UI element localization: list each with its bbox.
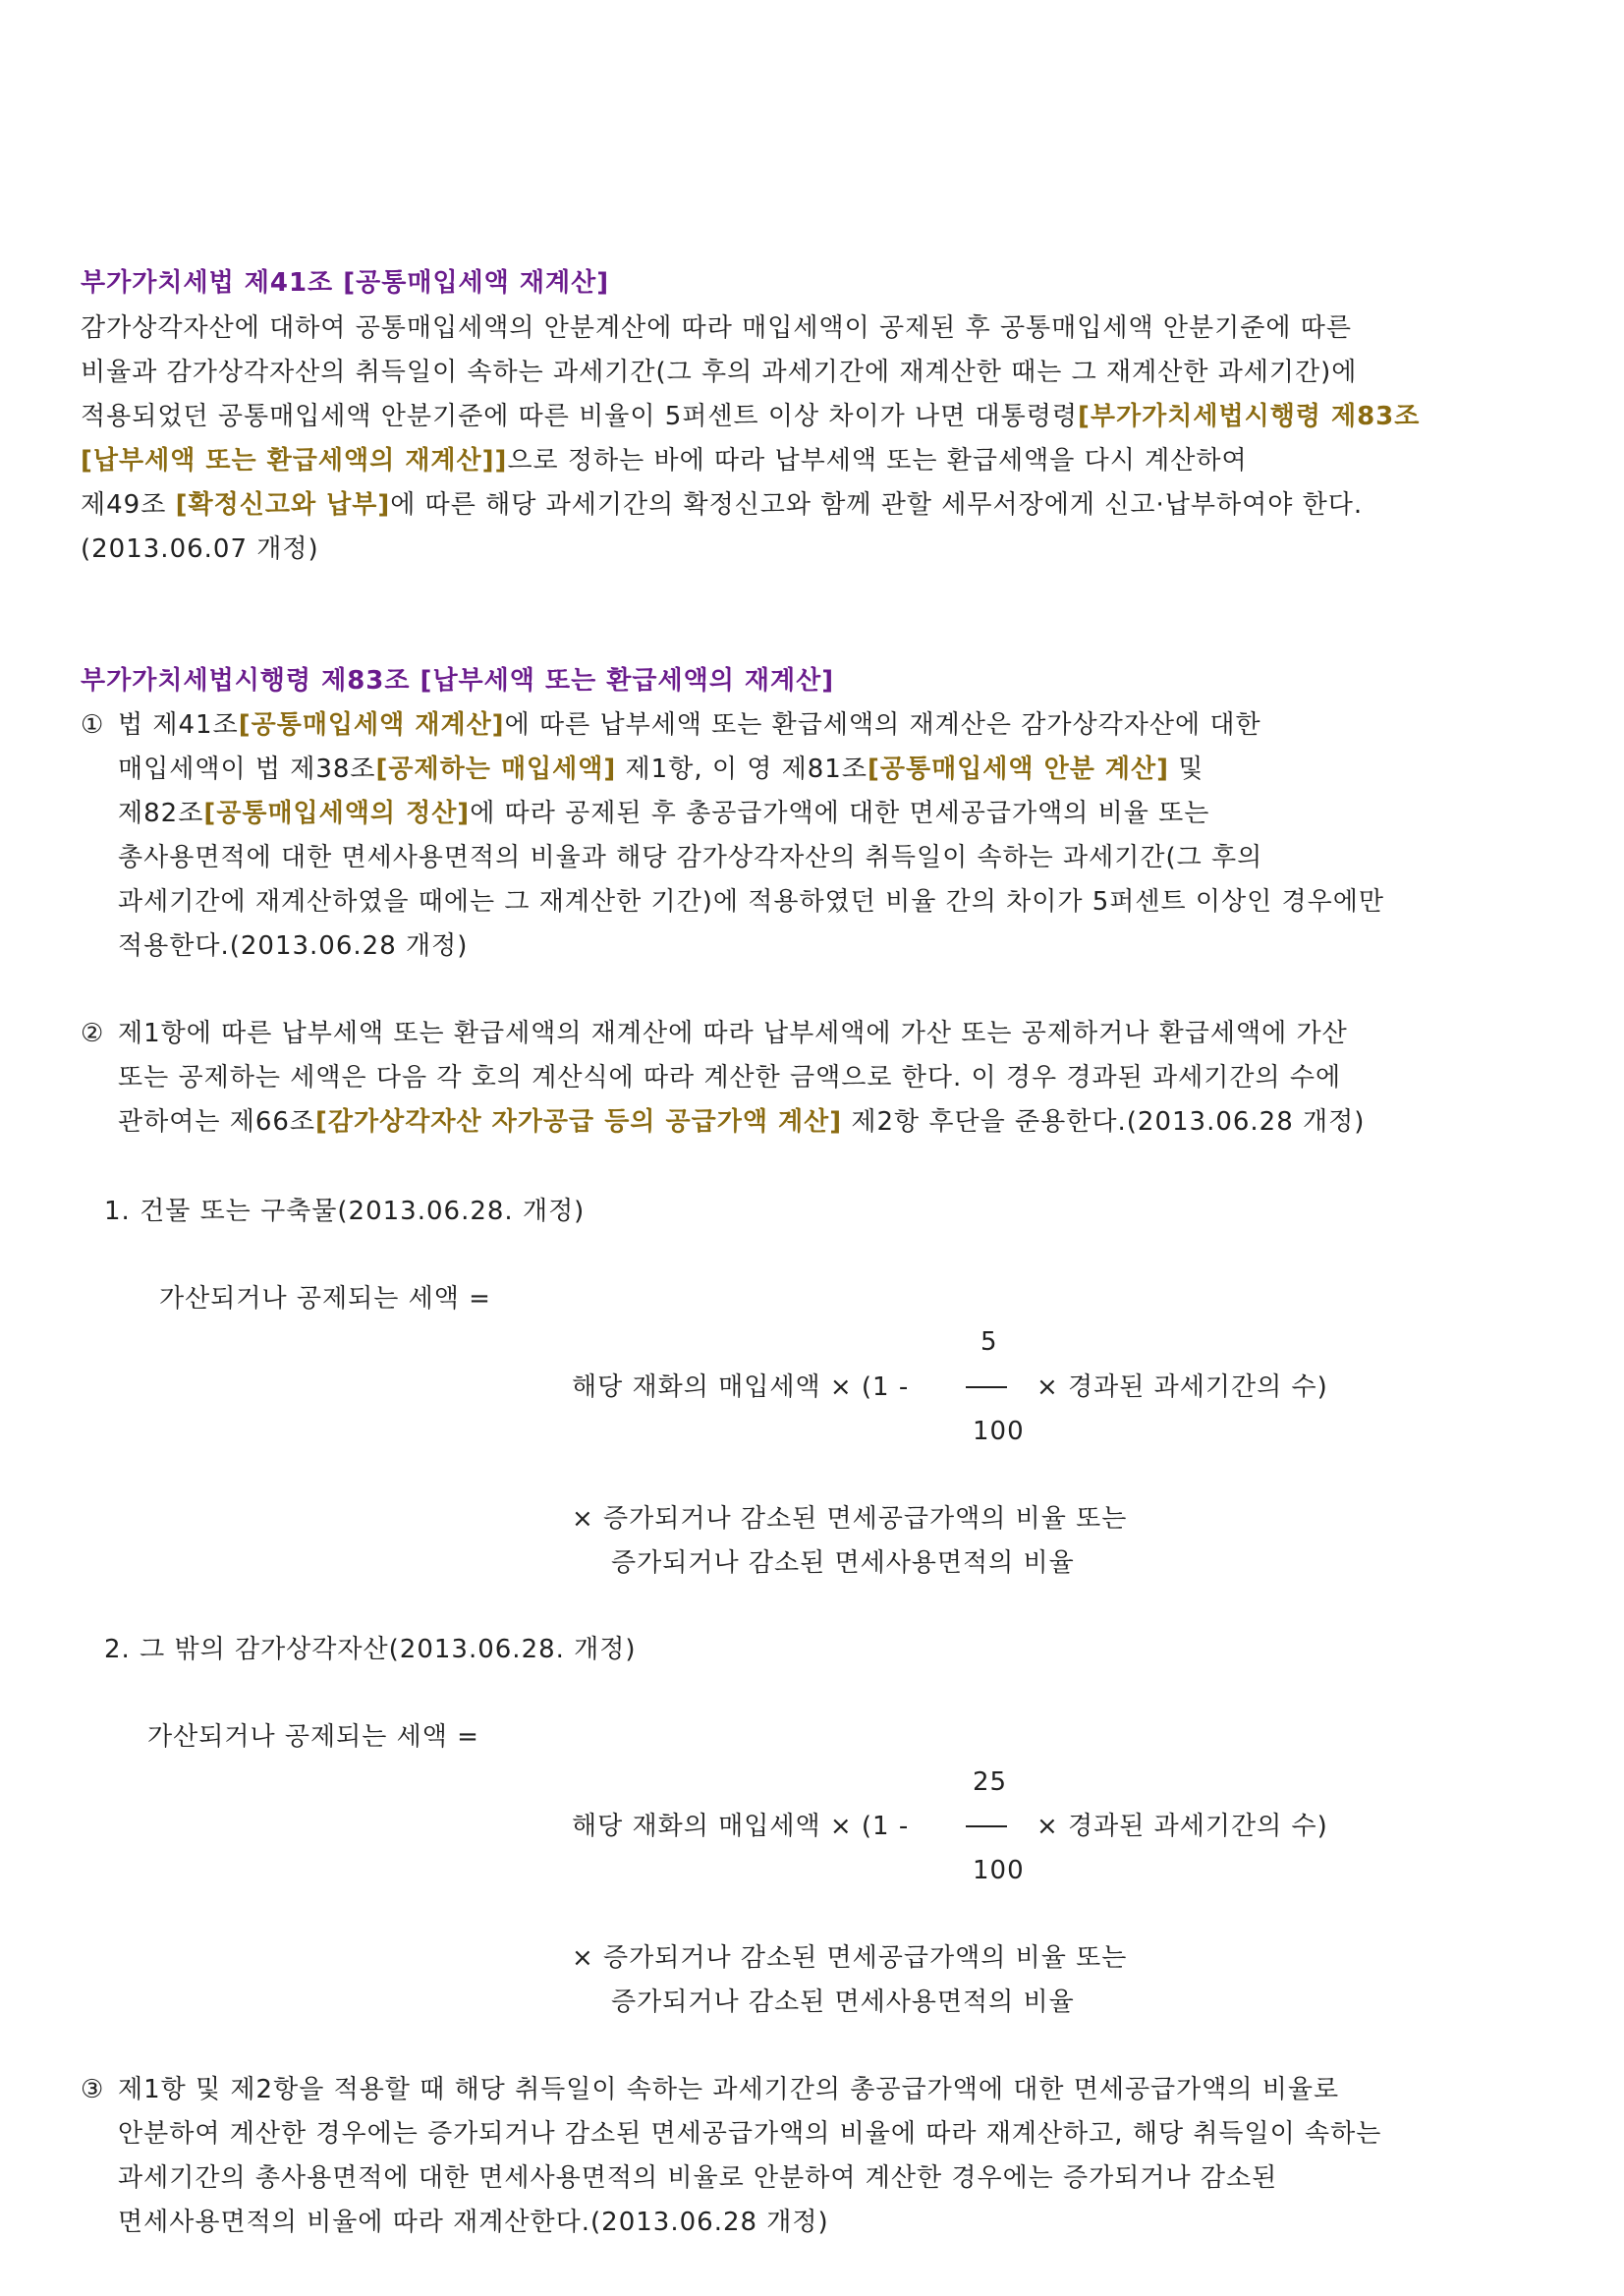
fraction-numerator: 5	[980, 1327, 998, 1357]
body-line: [납부세액 또는 환급세액의 재계산]]으로 정하는 바에 따라 납부세액 또는 환급세액을 다시 계산하여	[81, 446, 1248, 476]
cross-reference-link[interactable]: [공제하는 매입세액]	[375, 755, 617, 784]
cross-reference-link[interactable]: [공통매입세액 재계산]	[238, 710, 505, 740]
paragraph-1-line: 제82조[공통매입세액의 정산]에 따라 공제된 후 총공급가액에 대한 면세공급가액의 비율 또는	[118, 799, 1210, 828]
body-line: 감가상각자산에 대하여 공통매입세액의 안분계산에 따라 매입세액이 공제된 후 공통매입세액 안분기준에 따른	[81, 313, 1352, 343]
formula-right: × 경과된 과세기간의 수)	[1036, 1812, 1328, 1841]
cross-reference-link[interactable]: [감가상각자산 자가공급 등의 공급가액 계산]	[315, 1107, 843, 1137]
formula-multiplier: 증가되거나 감소된 면세사용면적의 비율	[611, 1548, 1075, 1578]
paragraph-3-line: 면세사용면적의 비율에 따라 재계산한다.(2013.06.28 개정)	[118, 2208, 829, 2237]
fraction-denominator: 100	[973, 1856, 1025, 1885]
cross-reference-link[interactable]: [공통매입세액 안분 계산]	[867, 755, 1169, 784]
formula-lhs: 가산되거나 공제되는 세액 =	[147, 1722, 479, 1752]
fraction-bar	[966, 1825, 1007, 1827]
paragraph-3-line: 과세기간의 총사용면적에 대한 면세사용면적의 비율로 안분하여 계산한 경우에는 증가되거나 감소된	[118, 2163, 1278, 2193]
paragraph-3-line: 안분하여 계산한 경우에는 증가되거나 감소된 면세공급가액의 비율에 따라 재계산하고, 해당 취득일이 속하는	[118, 2119, 1382, 2149]
paragraph-3-line: ③ 제1항 및 제2항을 적용할 때 해당 취득일이 속하는 과세기간의 총공급가액에 대한 면세공급가액의 비율로	[81, 2075, 1340, 2104]
paragraph-number: ③	[81, 2075, 105, 2104]
fraction-denominator: 100	[973, 1417, 1025, 1446]
paragraph-number: ②	[81, 1019, 105, 1048]
amendment-date: (2013.06.07 개정)	[81, 534, 319, 564]
item-2-label: 2. 그 밖의 감가상각자산(2013.06.28. 개정)	[104, 1635, 637, 1664]
paragraph-number: ①	[81, 710, 105, 740]
fraction-bar	[966, 1386, 1007, 1388]
formula-lhs: 가산되거나 공제되는 세액 =	[159, 1284, 491, 1314]
paragraph-2-line: ② 제1항에 따른 납부세액 또는 환급세액의 재계산에 따라 납부세액에 가산 또는 공제하거나 환급세액에 가산	[81, 1019, 1348, 1048]
formula-multiplier: × 증가되거나 감소된 면세공급가액의 비율 또는	[572, 1504, 1128, 1534]
paragraph-1-line: 과세기간에 재계산하였을 때에는 그 재계산한 기간)에 적용하였던 비율 간의 차이가 5퍼센트 이상인 경우에만	[118, 887, 1384, 917]
formula-multiplier: × 증가되거나 감소된 면세공급가액의 비율 또는	[572, 1943, 1128, 1973]
formula-left: 해당 재화의 매입세액 × (1 -	[572, 1372, 910, 1402]
body-line: 제49조 [확정신고와 납부]에 따른 해당 과세기간의 확정신고와 함께 관할 세무서장에게 신고·납부하여야 한다.	[81, 490, 1364, 520]
fraction-numerator: 25	[973, 1767, 1008, 1797]
paragraph-1-line: 매입세액이 법 제38조[공제하는 매입세액] 제1항, 이 영 제81조[공통매입세액 안분 계산] 및	[118, 755, 1204, 784]
paragraph-2-line: 또는 공제하는 세액은 다음 각 호의 계산식에 따라 계산한 금액으로 한다. 이 경우 경과된 과세기간의 수에	[118, 1063, 1342, 1092]
section-title-decree-83: 부가가치세법시행령 제83조 [납부세액 또는 환급세액의 재계산]	[81, 666, 835, 696]
paragraph-1-line: 적용한다.(2013.06.28 개정)	[118, 931, 469, 961]
formula-right: × 경과된 과세기간의 수)	[1036, 1372, 1328, 1402]
formula-left: 해당 재화의 매입세액 × (1 -	[572, 1812, 910, 1841]
paragraph-1-line: 총사용면적에 대한 면세사용면적의 비율과 해당 감가상각자산의 취득일이 속하는 과세기간(그 후의	[118, 843, 1263, 872]
paragraph-1-line: ① 법 제41조[공통매입세액 재계산]에 따른 납부세액 또는 환급세액의 재계산은 감가상각자산에 대한	[81, 710, 1261, 740]
formula-multiplier: 증가되거나 감소된 면세사용면적의 비율	[611, 1988, 1075, 2017]
cross-reference-link[interactable]: [납부세액 또는 환급세액의 재계산]]	[81, 446, 508, 476]
paragraph-2-line: 관하여는 제66조[감가상각자산 자가공급 등의 공급가액 계산] 제2항 후단을 준용한다.(2013.06.28 개정)	[118, 1107, 1366, 1137]
body-line: 비율과 감가상각자산의 취득일이 속하는 과세기간(그 후의 과세기간에 재계산한 때는 그 재계산한 과세기간)에	[81, 358, 1358, 387]
section-title-article-41: 부가가치세법 제41조 [공통매입세액 재계산]	[81, 268, 610, 298]
item-1-label: 1. 건물 또는 구축물(2013.06.28. 개정)	[104, 1197, 586, 1226]
cross-reference-link[interactable]: [공통매입세액의 정산]	[203, 799, 471, 828]
cross-reference-link[interactable]: [확정신고와 납부]	[175, 490, 391, 520]
body-line: 적용되었던 공통매입세액 안분기준에 따른 비율이 5퍼센트 이상 차이가 나면 대통령령[부가가치세법시행령 제83조	[81, 402, 1421, 431]
cross-reference-link[interactable]: [부가가치세법시행령 제83조	[1078, 402, 1421, 431]
